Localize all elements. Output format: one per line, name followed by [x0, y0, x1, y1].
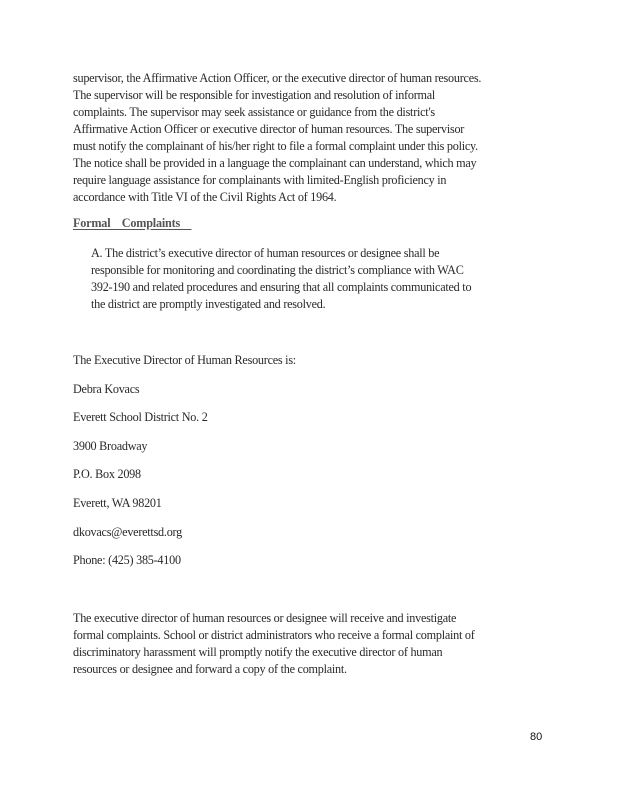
- paragraph-line: require language assistance for complainants with limited-English proficiency in: [73, 173, 447, 187]
- paragraph-line: the district are promptly investigated and resolved.: [91, 297, 326, 311]
- paragraph-line: discriminatory harassment will promptly notify the executive director of human: [73, 645, 443, 659]
- paragraph-line: The executive director of human resources or designee will receive and investigate: [73, 611, 457, 625]
- paragraph-line: responsible for monitoring and coordinating the district’s compliance with WAC: [91, 263, 464, 277]
- contact-street: 3900 Broadway: [73, 438, 148, 453]
- contact-city: Everett, WA 98201: [73, 495, 162, 510]
- contact-name: Debra Kovacs: [73, 381, 140, 396]
- paragraph-line: accordance with Title VI of the Civil Rights Act of 1964.: [73, 190, 337, 204]
- page-number: 80: [530, 731, 543, 743]
- intro-paragraph: [73, 70, 481, 206]
- paragraph-line: complaints. The supervisor may seek assistance or guidance from the district's: [73, 105, 435, 119]
- paragraph-line: The supervisor will be responsible for investigation and resolution of informal: [73, 88, 436, 102]
- paragraph-line: A. The district’s executive director of human resources or designee shall be: [91, 246, 440, 260]
- contact-intro: The Executive Director of Human Resources is:: [73, 353, 296, 367]
- paragraph-line: The notice shall be provided in a language the complainant can understand, which may: [73, 156, 477, 170]
- section-heading-formal-complaints: Formal Complaints: [73, 216, 192, 230]
- paragraph-line: supervisor, the Affirmative Action Officer, or the executive director of human resources.: [73, 71, 482, 85]
- contact-organization: Everett School District No. 2: [73, 410, 208, 425]
- paragraph-line: formal complaints. School or district administrators who receive a formal complaint of: [73, 628, 475, 642]
- closing-paragraph: [73, 610, 475, 678]
- contact-email: dkovacs@everettsd.org: [73, 524, 182, 539]
- contact-po-box: P.O. Box 2098: [73, 467, 141, 482]
- paragraph-line: 392-190 and related procedures and ensuring that all complaints communicated to: [91, 280, 472, 294]
- contact-phone: Phone: (425) 385-4100: [73, 553, 181, 568]
- paragraph-line: resources or designee and forward a copy of the complaint.: [73, 662, 347, 676]
- contact-block: [73, 352, 296, 581]
- paragraph-line: must notify the complainant of his/her right to file a formal complaint under this policy.: [73, 139, 478, 153]
- list-item-a: [91, 245, 471, 313]
- paragraph-line: Affirmative Action Officer or executive director of human resources. The supervisor: [73, 122, 465, 136]
